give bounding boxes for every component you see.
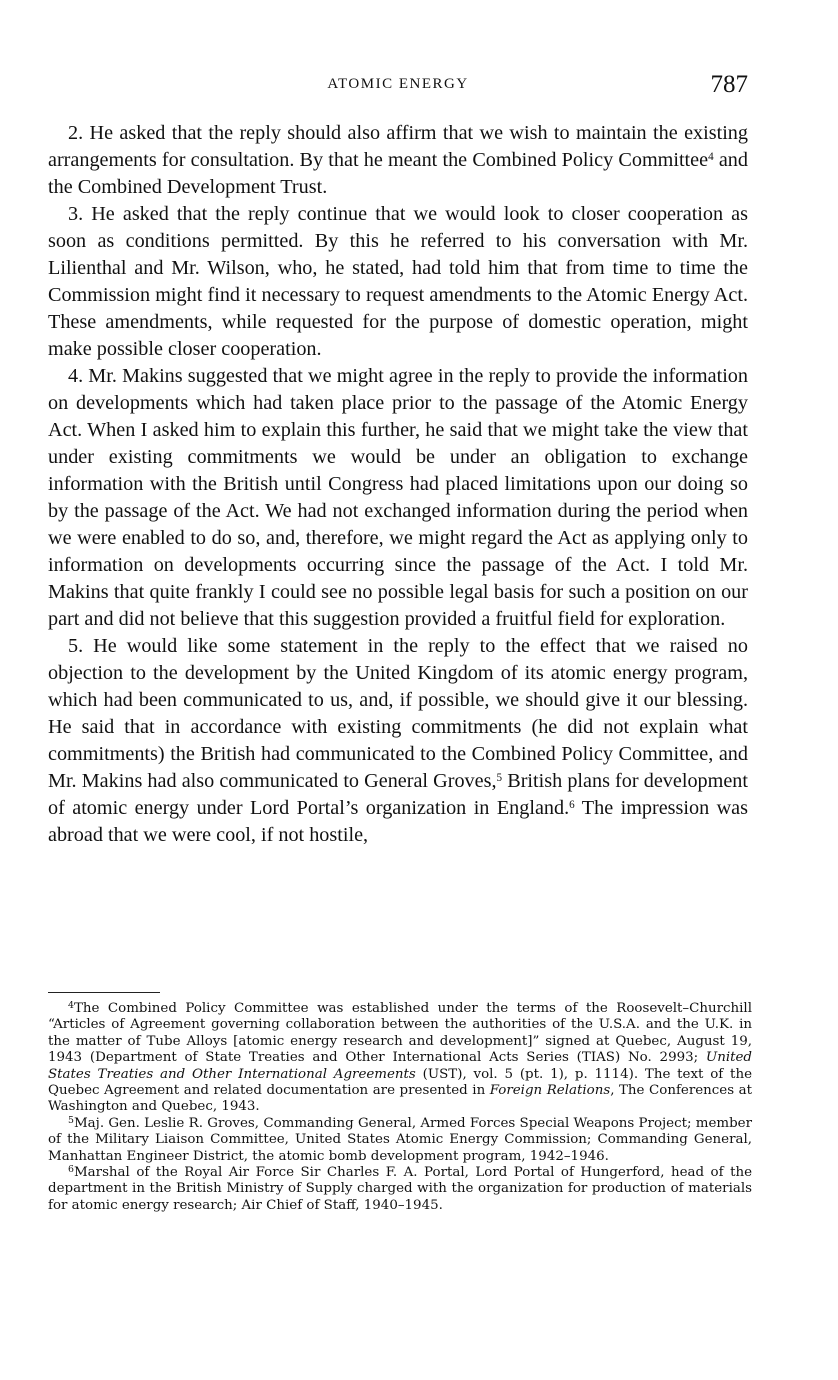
page-number: 787 bbox=[710, 71, 748, 98]
body-text bbox=[48, 120, 748, 849]
footnote-ref-4: 4 bbox=[708, 150, 714, 163]
footnote-text: (UST), vol. 5 (pt. 1), p. 1114). The text of the Quebec Agreement and related documentation are presented in bbox=[48, 1066, 752, 1099]
footnote-text: The Combined Policy Committee was established under the terms of the Roosevelt–Churchill “Articles of Agreement governing collaboration between the authorities of the U.S.A. and the U.K. in the matter of Tube Alloys [atomic energy research and development]” signed at Quebec, August 19, 1943 (Department of State Treaties and Other International Acts Series (TIAS) No. 2993; bbox=[48, 1001, 752, 1066]
footnote-number: 4 bbox=[68, 999, 74, 1011]
paragraph-text: British plans for development of atomic energy under Lord Portal’s organization in England. bbox=[48, 770, 748, 819]
paragraph-text: 3. He asked that the reply continue that we would look to closer cooperation as soon as conditions permitted. By this he referred to his conversation with Mr. Lilienthal and Mr. Wilson, who, he stated, had told him that from time to time the Commission might find it necessary to request amendments to the Atomic Energy Act. These amendments, while requested for the purpose of domestic operation, might make possible closer cooperation. bbox=[48, 203, 748, 360]
footnote-number: 6 bbox=[68, 1163, 74, 1175]
paragraph-text: 2. He asked that the reply should also affirm that we wish to maintain the existing arrangements for consultation. By that he meant the Combined Policy Committee bbox=[48, 122, 748, 171]
footnotes bbox=[48, 1001, 752, 1214]
footnote-4 bbox=[48, 1001, 752, 1116]
paragraph-text: The impression was abroad that we were cool, if not hostile, bbox=[48, 797, 749, 846]
paragraph-text: 4. Mr. Makins suggested that we might agree in the reply to provide the information on developments which had taken place prior to the passage of the Atomic Energy Act. When I asked him to explain this further, he said that we might take the view that under existing commitments we would be under an obligation to exchange information with the British until Congress had placed limitations upon our doing so by the passage of the Act. We had not exchanged information during the period when we were enabled to do so, and, therefore, we might regard the Act as applying only to information on developments occurring since the passage of the Act. I told Mr. Makins that quite frankly I could see no possible legal basis for such a position on our part and did not believe that this suggestion provided a fruitful field for exploration. bbox=[48, 365, 748, 630]
paragraph-4 bbox=[48, 363, 748, 633]
footnote-number: 5 bbox=[68, 1114, 74, 1126]
paragraph-3 bbox=[48, 201, 748, 363]
footnote-text: Maj. Gen. Leslie R. Groves, Commanding General, Armed Forces Special Weapons Project; member of the Military Liaison Committee, United States Atomic Energy Commission; Commanding General, Manhattan Engineer District, the atomic bomb development program, 1942–1946. bbox=[48, 1115, 752, 1164]
paragraph-2 bbox=[48, 120, 748, 201]
paragraph-text: 5. He would like some statement in the reply to the effect that we raised no objection to the development by the United Kingdom of its atomic energy program, which had been communicated to us, and, if possible, we should give it our blessing. He said that in accordance with existing commitments (he did not explain what commitments) the British had communicated to the Combined Policy Committee, and Mr. Makins had also communicated to General Groves, bbox=[48, 635, 748, 792]
footnote-text: , The Conferences at Washington and Quebec, 1943. bbox=[48, 1083, 752, 1115]
footnote-ref-5: 5 bbox=[496, 771, 503, 784]
running-head: ATOMIC ENERGY bbox=[327, 76, 469, 92]
footnote-ref-6: 6 bbox=[569, 798, 575, 811]
page-header bbox=[48, 71, 748, 106]
footnote-text: Marshal of the Royal Air Force Sir Charles F. A. Portal, Lord Portal of Hungerford, head of the department in the British Ministry of Supply charged with the organization for production of materials for atomic energy research; Air Chief of Staff, 1940–1945. bbox=[48, 1165, 752, 1213]
footnote-italic-title: United States Treaties and Other International Agreements bbox=[48, 1050, 752, 1082]
footnote-divider bbox=[48, 992, 160, 993]
footnote-italic-title: Foreign Relations bbox=[489, 1083, 611, 1099]
footnote-6 bbox=[48, 1165, 752, 1214]
paragraph-text: and the Combined Development Trust. bbox=[48, 149, 748, 198]
paragraph-5 bbox=[48, 633, 748, 849]
footnote-5 bbox=[48, 1116, 752, 1165]
